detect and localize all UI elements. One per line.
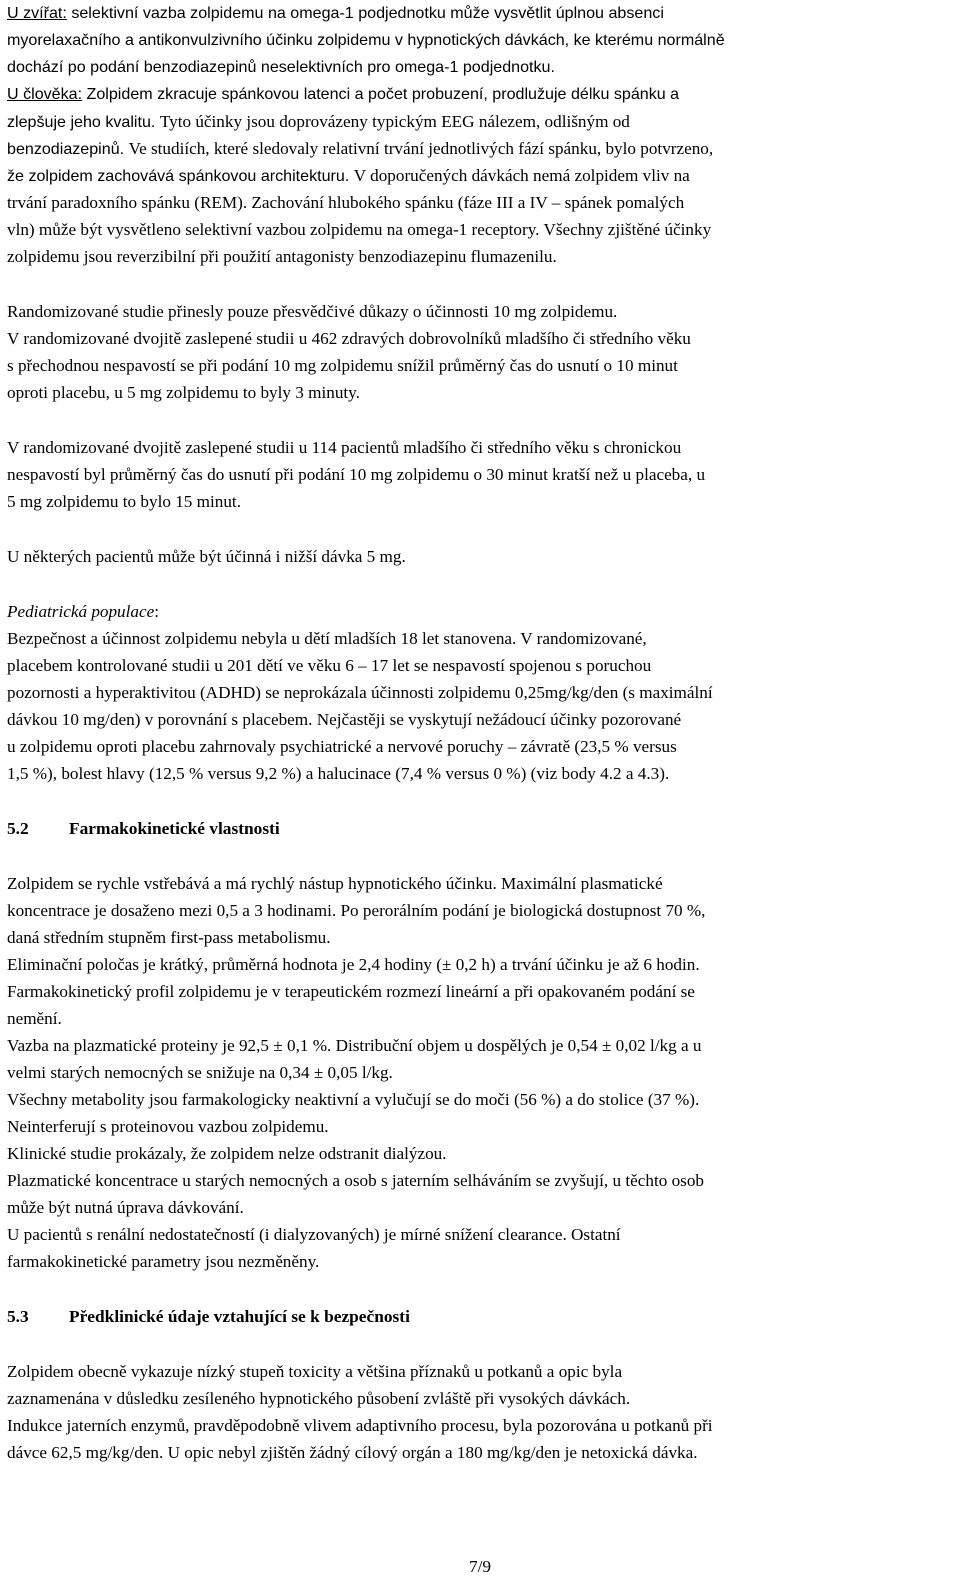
text-segment: daná středním stupněm first-pass metabolismu. <box>7 928 331 947</box>
text-segment: V doporučených dávkách nemá zolpidem vliv na <box>353 166 690 185</box>
text-line <box>7 543 952 570</box>
text-segment: dávkou 10 mg/den) v porovnání s placebem. Nejčastěji se vyskytují nežádoucí účinky pozorované <box>7 710 682 729</box>
text-line <box>7 1385 952 1412</box>
italic-label: Pediatrická populace <box>7 602 155 621</box>
text-line <box>7 1358 952 1385</box>
section-title: Farmakokinetické vlastnosti <box>69 819 280 838</box>
text-segment: U některých pacientů může být účinná i nižší dávka 5 mg. <box>7 547 406 566</box>
text-segment: Tyto účinky jsou doprovázeny typickým EEG nálezem, odlišným od <box>159 112 630 131</box>
text-line <box>7 1032 952 1059</box>
text-line <box>7 379 952 406</box>
text-segment: Klinické studie prokázaly, že zolpidem nelze odstranit dialýzou. <box>7 1144 447 1163</box>
text-segment: dávce 62,5 mg/kg/den. U opic nebyl zjištěn žádný cílový orgán a 180 mg/kg/den je netoxická dávka. <box>7 1443 698 1462</box>
text-line <box>7 81 952 108</box>
text-line <box>7 870 952 897</box>
text-segment: zolpidemu jsou reverzibilní při použití antagonisty benzodiazepinu flumazenilu. <box>7 247 557 266</box>
text-segment: koncentrace je dosaženo mezi 0,5 a 3 hodinami. Po perorálním podání je biologická dostupnost 70 %, <box>7 901 706 920</box>
text-segment: Neinterferují s proteinovou vazbou zolpidemu. <box>7 1117 329 1136</box>
text-line <box>7 162 952 189</box>
text-segment: pozornosti a hyperaktivitou (ADHD) se neprokázala účinnosti zolpidemu 0,25mg/kg/den (s maximální <box>7 683 713 702</box>
text-line <box>7 1194 952 1221</box>
text-segment: Plazmatické koncentrace u starých nemocných a osob s jaterním selháváním se zvyšují, u těchto osob <box>7 1171 704 1190</box>
text-line <box>7 760 952 787</box>
text-segment: U pacientů s renální nedostatečností (i dialyzovaných) je mírné snížení clearance. Ostatní <box>7 1225 621 1244</box>
text-segment: V randomizované dvojitě zaslepené studii u 114 pacientů mladšího či středního věku s chronickou <box>7 438 682 457</box>
text-line <box>7 1086 952 1113</box>
section-number: 5.3 <box>7 1307 29 1326</box>
text-line <box>7 189 952 216</box>
text-line <box>7 0 952 27</box>
underlined-label: U zvířat: <box>7 4 67 22</box>
text-segment: selektivní vazba zolpidemu na omega-1 podjednotku může vysvětlit úplnou absenci <box>66 4 664 22</box>
text-segment: Randomizované studie přinesly pouze přesvědčivé důkazy o účinnosti 10 mg zolpidemu. <box>7 302 618 321</box>
text-segment: Zolpidem obecně vykazuje nízký stupeň toxicity a většina příznaků u potkanů a opic byla <box>7 1362 623 1381</box>
text-line <box>7 897 952 924</box>
text-line <box>7 108 952 135</box>
section-heading <box>7 815 952 842</box>
text-line <box>7 325 952 352</box>
text-segment: Ve studiích, které sledovaly relativní trvání jednotlivých fází spánku, bylo potvrzeno, <box>128 139 714 158</box>
text-segment: Farmakokinetický profil zolpidemu je v terapeutickém rozmezí lineární a při opakovaném podání se <box>7 982 695 1001</box>
text-line <box>7 1167 952 1194</box>
text-line <box>7 679 952 706</box>
text-segment: : <box>154 602 159 621</box>
text-segment: vln) může být vysvětleno selektivní vazbou zolpidemu na omega-1 receptory. Všechny zjištěné účinky <box>7 220 712 239</box>
text-segment: že zolpidem zachovává spánkovou architekturu. <box>7 167 354 185</box>
text-segment: placebem kontrolované studii u 201 dětí ve věku 6 – 17 let se nespavostí spojenou s poruchou <box>7 656 652 675</box>
section-number: 5.2 <box>7 819 29 838</box>
text-line <box>7 1248 952 1275</box>
text-line <box>7 27 952 54</box>
text-segment: dochází po podání benzodiazepinů neselektivních pro omega-1 podjednotku. <box>7 58 555 76</box>
text-segment: zaznamenána v důsledku zesíleného hypnotického působení zvláště při vysokých dávkách. <box>7 1389 631 1408</box>
text-segment: Všechny metabolity jsou farmakologicky neaktivní a vylučují se do moči (56 %) a do stolice (37 %). <box>7 1090 700 1109</box>
text-line <box>7 733 952 760</box>
text-segment: zlepšuje jeho kvalitu. <box>7 113 160 131</box>
text-line <box>7 1412 952 1439</box>
text-line <box>7 625 952 652</box>
text-line <box>7 598 952 625</box>
text-line <box>7 1439 952 1466</box>
text-segment: 5 mg zolpidemu to bylo 15 minut. <box>7 492 241 511</box>
text-segment: benzodiazepinů. <box>7 140 129 158</box>
text-segment: trvání paradoxního spánku (REM). Zachování hlubokého spánku (fáze III a IV – spánek pomalých <box>7 193 685 212</box>
text-segment: Vazba na plazmatické proteiny je 92,5 ± 0,1 %. Distribuční objem u dospělých je 0,54 ± 0,02 l/kg a u <box>7 1036 702 1055</box>
text-line <box>7 652 952 679</box>
text-segment: Indukce jaterních enzymů, pravděpodobně vlivem adaptivního procesu, byla pozorována u potkanů při <box>7 1416 713 1435</box>
text-segment: Zolpidem se rychle vstřebává a má rychlý nástup hypnotického účinku. Maximální plasmatické <box>7 874 663 893</box>
text-line <box>7 978 952 1005</box>
section-title: Předklinické údaje vztahující se k bezpečnosti <box>69 1307 410 1326</box>
text-line <box>7 434 952 461</box>
text-segment: 1,5 %), bolest hlavy (12,5 % versus 9,2 %) a halucinace (7,4 % versus 0 %) (viz body 4.2 a 4.3). <box>7 764 670 783</box>
text-segment: velmi starých nemocných se snižuje na 0,34 ± 0,05 l/kg. <box>7 1063 393 1082</box>
text-line <box>7 216 952 243</box>
text-line <box>7 352 952 379</box>
text-line <box>7 54 952 81</box>
text-segment: Bezpečnost a účinnost zolpidemu nebyla u dětí mladších 18 let stanovena. V randomizované, <box>7 629 647 648</box>
section-heading <box>7 1303 952 1330</box>
text-line <box>7 243 952 270</box>
text-line <box>7 1005 952 1032</box>
text-segment: Eliminační poločas je krátký, průměrná hodnota je 2,4 hodiny (± 0,2 h) a trvání účinku je až 6 hodin. <box>7 955 700 974</box>
text-segment: u zolpidemu oproti placebu zahrnovaly psychiatrické a nervové poruchy – závratě (23,5 % versus <box>7 737 677 756</box>
text-segment: nespavostí byl průměrný čas do usnutí při podání 10 mg zolpidemu o 30 minut kratší než u placeba, u <box>7 465 706 484</box>
text-segment: oproti placebu, u 5 mg zolpidemu to byly 3 minuty. <box>7 383 360 402</box>
text-line <box>7 1059 952 1086</box>
text-segment: farmakokinetické parametry jsou nezměněny. <box>7 1252 320 1271</box>
text-segment: může být nutná úprava dávkování. <box>7 1198 244 1217</box>
page-number: 7/9 <box>468 1557 492 1576</box>
text-line <box>7 1221 952 1248</box>
text-segment: s přechodnou nespavostí se při podání 10 mg zolpidemu snížil průměrný čas do usnutí o 10 minut <box>7 356 678 375</box>
underlined-label: U člověka: <box>7 85 83 103</box>
text-segment: myorelaxačního a antikonvulzivního účinku zolpidemu v hypnotických dávkách, ke kterému normálně <box>7 31 725 49</box>
text-line <box>7 298 952 325</box>
text-segment: V randomizované dvojitě zaslepené studii u 462 zdravých dobrovolníků mladšího či středního věku <box>7 329 691 348</box>
text-line <box>7 1113 952 1140</box>
text-line <box>7 135 952 162</box>
text-line <box>7 951 952 978</box>
text-segment: nemění. <box>7 1009 62 1028</box>
text-line <box>7 488 952 515</box>
text-line <box>7 924 952 951</box>
text-line <box>7 461 952 488</box>
text-segment: Zolpidem zkracuje spánkovou latenci a počet probuzení, prodlužuje délku spánku a <box>82 85 680 103</box>
text-line <box>7 1140 952 1167</box>
text-line <box>7 706 952 733</box>
